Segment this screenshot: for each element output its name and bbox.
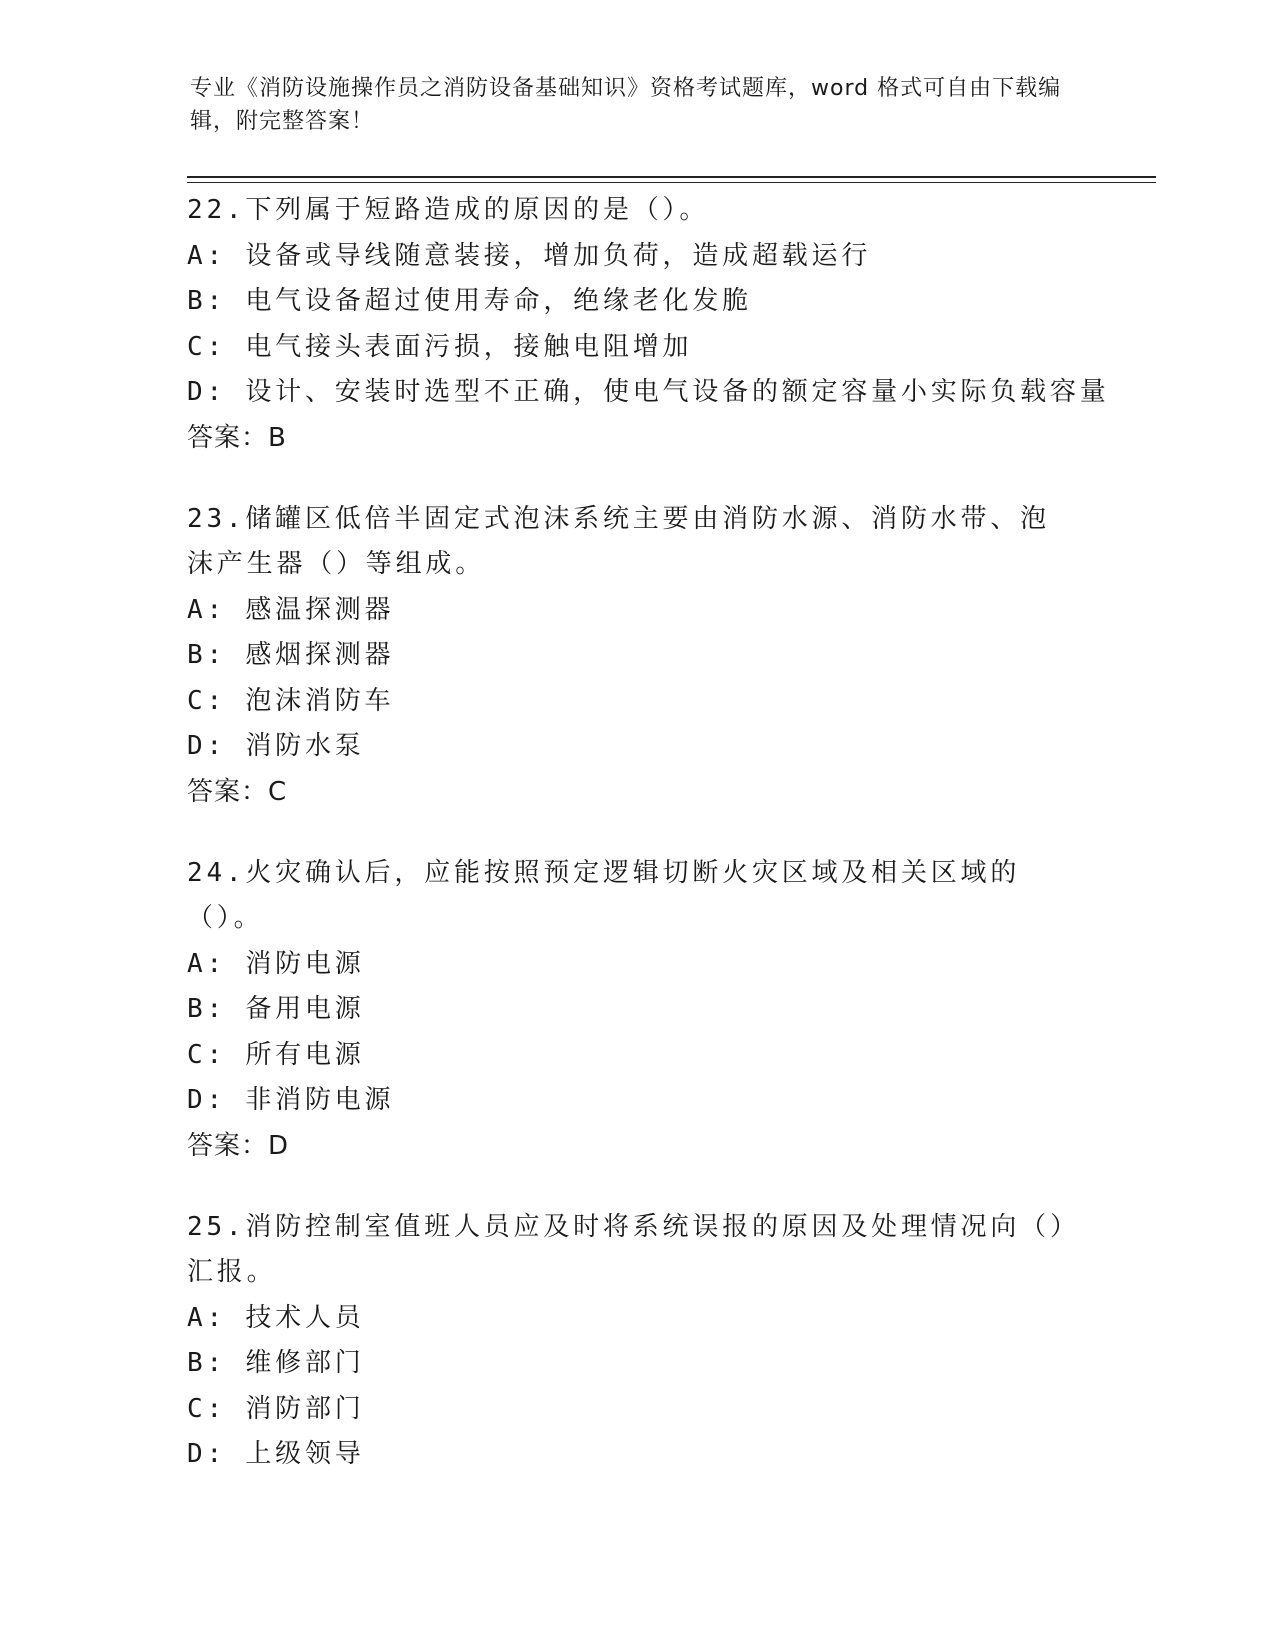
option-a: A: 设备或导线随意装接，增加负荷，造成超载运行 (187, 240, 872, 271)
question-25 (187, 1205, 1087, 1478)
option-c: C: 消防部门 (187, 1393, 365, 1424)
question-stem: 24.火灾确认后，应能按照预定逻辑切断火灾区域及相关区域的（）。 (187, 857, 1021, 933)
question-stem: 25.消防控制室值班人员应及时将系统误报的原因及处理情况向（）汇报。 (187, 1211, 1067, 1287)
document-intro: 专业《消防设施操作员之消防设备基础知识》资格考试题库，word 格式可自由下载编辑，附完整答案！ (190, 76, 1062, 134)
option-d: D: 上级领导 (187, 1439, 365, 1469)
option-a: A: 感温探测器 (187, 594, 395, 625)
option-c: C: 所有电源 (187, 1039, 365, 1070)
option-a: A: 消防电源 (187, 948, 365, 979)
option-b: B: 维修部门 (187, 1348, 365, 1378)
answer-line: 答案：B (187, 422, 287, 453)
option-a: A: 技术人员 (187, 1302, 365, 1333)
option-b: B: 电气设备超过使用寿命，绝缘老化发脆 (187, 286, 752, 316)
option-b: B: 备用电源 (187, 994, 365, 1024)
question-stem: 22.下列属于短路造成的原因的是（）。 (187, 195, 710, 225)
question-23 (187, 497, 1087, 815)
question-24 (187, 851, 1087, 1169)
option-d: D: 设计、安装时选型不正确，使电气设备的额定容量小实际负载容量 (187, 377, 1110, 407)
option-d: D: 消防水泵 (187, 731, 365, 761)
question-stem: 23.储罐区低倍半固定式泡沫系统主要由消防水源、消防水带、泡沫产生器（）等组成。 (187, 503, 1050, 579)
answer-line: 答案：C (187, 776, 288, 807)
option-d: D: 非消防电源 (187, 1085, 395, 1115)
answer-line: 答案：D (187, 1130, 290, 1161)
question-list (187, 188, 1110, 1514)
question-22 (187, 188, 1110, 461)
option-b: B: 感烟探测器 (187, 640, 395, 670)
option-c: C: 电气接头表面污损，接触电阻增加 (187, 331, 693, 362)
option-c: C: 泡沫消防车 (187, 685, 395, 716)
header-divider-thin (187, 182, 1156, 183)
header-divider-thick (187, 176, 1156, 178)
